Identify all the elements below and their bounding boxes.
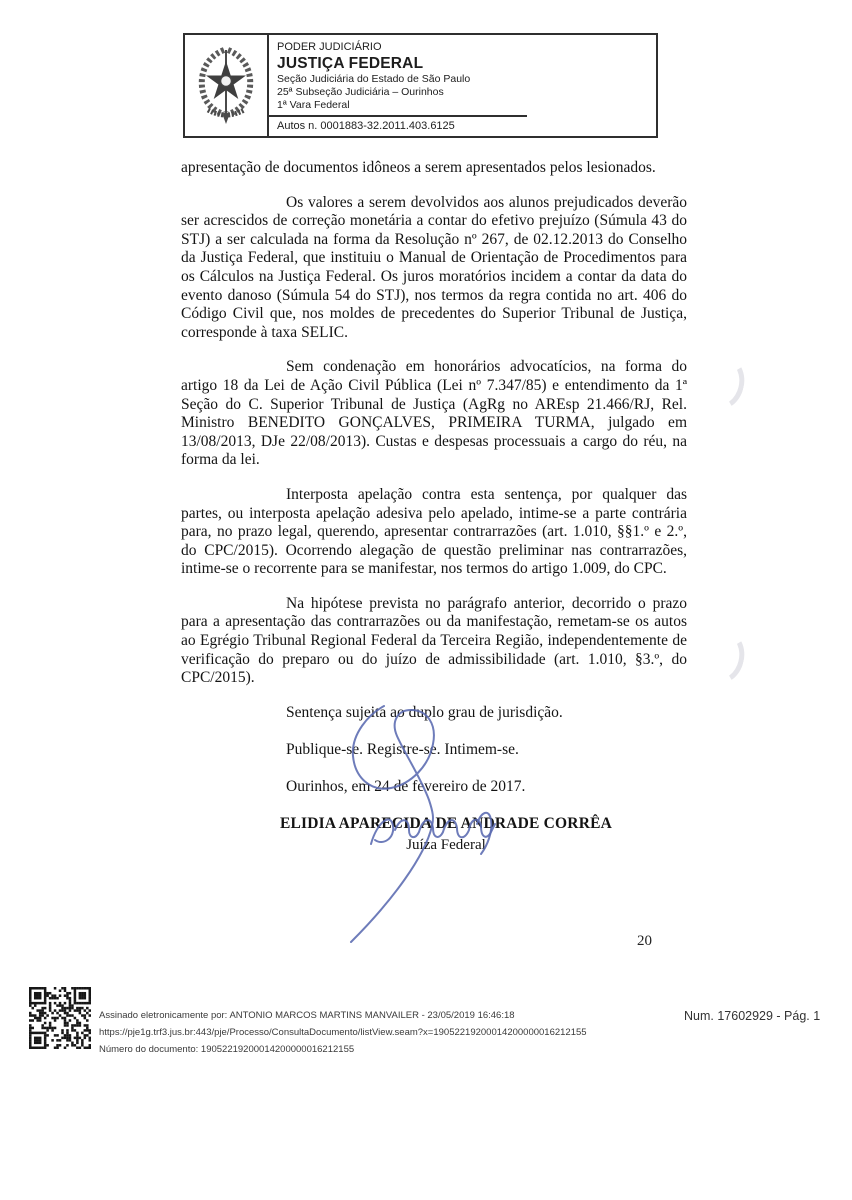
closing-line: Publique-se. Registre-se. Intimem-se. [286, 741, 519, 759]
scan-crease-artifact [694, 625, 750, 688]
signed-by-line: Assinado eletronicamente por: ANTONIO MARCOS MARTINS MANVAILER - 23/05/2019 16:46:18 [99, 1010, 515, 1021]
document-body [181, 159, 687, 855]
coat-of-arms-cell [185, 35, 269, 136]
header-poder-judiciario: PODER JUDICIÁRIO [277, 41, 382, 53]
paragraphs [181, 159, 687, 688]
letterhead [183, 33, 658, 138]
paragraph: Os valores a serem devolvidos aos alunos prejudicados deverão ser acrescidos de correção monetária a contar do efetivo prejuízo (Súmula 43 do STJ) a ser calculada na forma da Resolução nº 267, de 02.12.2013 do Conselho da Justiça Federal, que instituiu o Manual de Orientação de Procedimentos para os Cálculos na Justiça Federal. Os juros moratórios incidem a contar da data do evento danoso (Súmula 54 do STJ), nos termos da regra contida no art. 406 do Código Civil que, nos moldes de precedentes do Superior Tribunal de Justiça, corresponde à taxa SELIC. [181, 193, 687, 341]
paragraph: Sem condenação em honorários advocatícios, na forma do artigo 18 da Lei de Ação Civil Pública (Lei nº 7.347/85) e entendimento da 1ª Seção do C. Superior Tribunal de Justiça (AgRg no AREsp 21.466/RJ, Rel. Ministro BENEDITO GONÇALVES, PRIMEIRA TURMA, julgado em 13/08/2013, DJe 22/08/2013). Custas e despesas processuais a cargo do réu, na forma da lei. [181, 358, 687, 469]
signature-block [266, 815, 626, 854]
header-autos-number: Autos n. 0001883-32.2011.403.6125 [277, 120, 455, 132]
verification-url-line: https://pje1g.trf3.jus.br:443/pje/Processo/ConsultaDocumento/listView.seam?x=19052219200014200000016212155 [99, 1027, 587, 1039]
header-subsecao: 25ª Subseção Judiciária – Ourinhos [277, 86, 444, 98]
closing-line: Sentença sujeita ao duplo grau de jurisdição. [286, 703, 563, 721]
header-vara: 1ª Vara Federal [277, 99, 350, 111]
document-number-line: Número do documento: 19052219200014200000016212155 [99, 1044, 355, 1056]
paragraph: Interposta apelação contra esta sentença, por qualquer das partes, ou interposta apelação adesiva pelo apelado, intime-se a parte contrária para, no prazo legal, querendo, apresentar contrarrazões (art. 1.010, §§1.º e 2.º, do CPC/2015). Ocorrendo alegação de questão preliminar nas contrarrazões, intime-se o recorrente para se manifestar, nos termos do artigo 1.009, do CPC. [181, 485, 687, 578]
paragraph: apresentação de documentos idôneos a serem apresentados pelos lesionados. [181, 159, 656, 176]
brazil-coat-of-arms-icon [194, 44, 258, 128]
header-secao-judiciaria: Seção Judiciária do Estado de São Paulo [277, 73, 471, 85]
judge-title: Juíza Federal [406, 837, 486, 853]
paragraph: Na hipótese prevista no parágrafo anterior, decorrido o prazo para a apresentação das contrarrazões ou da manifestação, remetam-se os autos ao Egrégio Tribunal Regional Federal da Terceira Região, independentemente de verificação do preparo ou do juízo de admissibilidade (art. 1.010, §3.º, do CPC/2015). [181, 594, 687, 687]
closing-lines [181, 704, 687, 797]
page-number: 20 [637, 933, 652, 949]
judge-name: ELIDIA APARECIDA DE ANDRADE CORRÊA [279, 815, 613, 833]
letterhead-text [269, 35, 656, 136]
closing-section [181, 704, 687, 855]
closing-line: Ourinhos, em 24 de fevereiro de 2017. [286, 778, 526, 796]
qr-code-icon [29, 987, 91, 1049]
document-page-reference: Num. 17602929 - Pág. 1 [684, 1009, 821, 1023]
header-justica-federal: JUSTIÇA FEDERAL [277, 55, 424, 72]
header-rule [269, 115, 527, 117]
scan-crease-artifact [694, 351, 750, 414]
electronic-signature-footer [99, 1007, 587, 1059]
